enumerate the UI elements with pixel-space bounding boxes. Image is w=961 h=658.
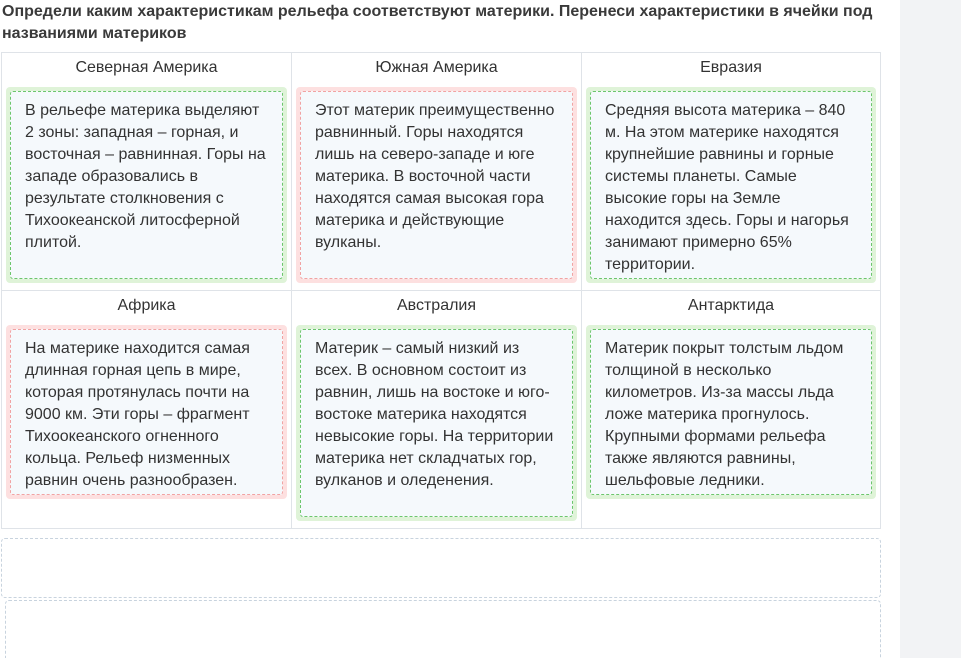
right-panel-strip: [900, 0, 961, 658]
drop-cell[interactable]: [582, 83, 880, 290]
answer-card[interactable]: [586, 87, 876, 283]
drop-cell[interactable]: [292, 83, 581, 290]
card-text: Средняя высота материка – 840 м. На этом материке находятся крупнейшие равнины и горные системы планеты. Самые высокие горы на Земле находится здесь. Горы и нагорья занимают примерно 65% территории.: [590, 91, 872, 279]
column-header: Северная Америка: [75, 59, 218, 76]
empty-drop-zone[interactable]: [1, 538, 881, 598]
answer-card[interactable]: [586, 325, 876, 499]
column-header: Африка: [117, 297, 176, 314]
drop-cell[interactable]: [292, 321, 581, 528]
card-text: Этот материк преимущественно равнинный. Горы находятся лишь на северо-западе и юге материка. В восточной части находятся самая высокая гора материка и действующие вулканы.: [300, 91, 573, 279]
column-north-america: [2, 53, 292, 291]
table-row: [2, 53, 881, 291]
column-eurasia: [582, 53, 881, 291]
card-text: В рельефе материка выделяют 2 зоны: западная – горная, и восточная – равнинная. Горы на западе образовались в результате столкновения с Тихоокеанской литосферной плитой.: [10, 91, 283, 279]
column-south-america: [292, 53, 582, 291]
column-africa: [2, 291, 292, 529]
drop-cell[interactable]: [2, 83, 291, 290]
column-header: Антарктида: [687, 297, 775, 314]
drop-cell[interactable]: [582, 321, 880, 528]
card-text: Материк – самый низкий из всех. В основном состоит из равнин, лишь на востоке и юго-востоке материка находятся невысокие горы. На территории материка нет складчатых гор, вулканов и оледенения.: [300, 329, 573, 517]
column-header: Австралия: [396, 297, 477, 314]
continents-table: [1, 52, 881, 529]
drop-cell[interactable]: [2, 321, 291, 528]
card-text: Материк покрыт толстым льдом толщиной в несколько километров. Из-за массы льда ложе материка прогнулось. Крупными формами рельефа также являются равнины, шельфовые ледники.: [590, 329, 872, 495]
task-instruction: Определи каким характеристикам рельефа соответствуют материки. Перенеси характеристики в ячейки под названиями материков: [2, 3, 873, 42]
column-australia: [292, 291, 582, 529]
answer-card[interactable]: [6, 325, 287, 499]
column-header: Южная Америка: [375, 59, 498, 76]
answer-card[interactable]: [296, 325, 577, 521]
empty-drop-zone[interactable]: [5, 600, 881, 658]
table-row: [2, 291, 881, 529]
card-text: На материке находится самая длинная горная цепь в мире, которая протянулась почти на 9000 км. Эти горы – фрагмент Тихоокеанского огненного кольца. Рельеф низменных равнин очень разнообразен.: [10, 329, 283, 495]
column-antarctica: [582, 291, 881, 529]
column-header: Евразия: [700, 59, 762, 76]
answer-card[interactable]: [6, 87, 287, 283]
answer-card[interactable]: [296, 87, 577, 283]
